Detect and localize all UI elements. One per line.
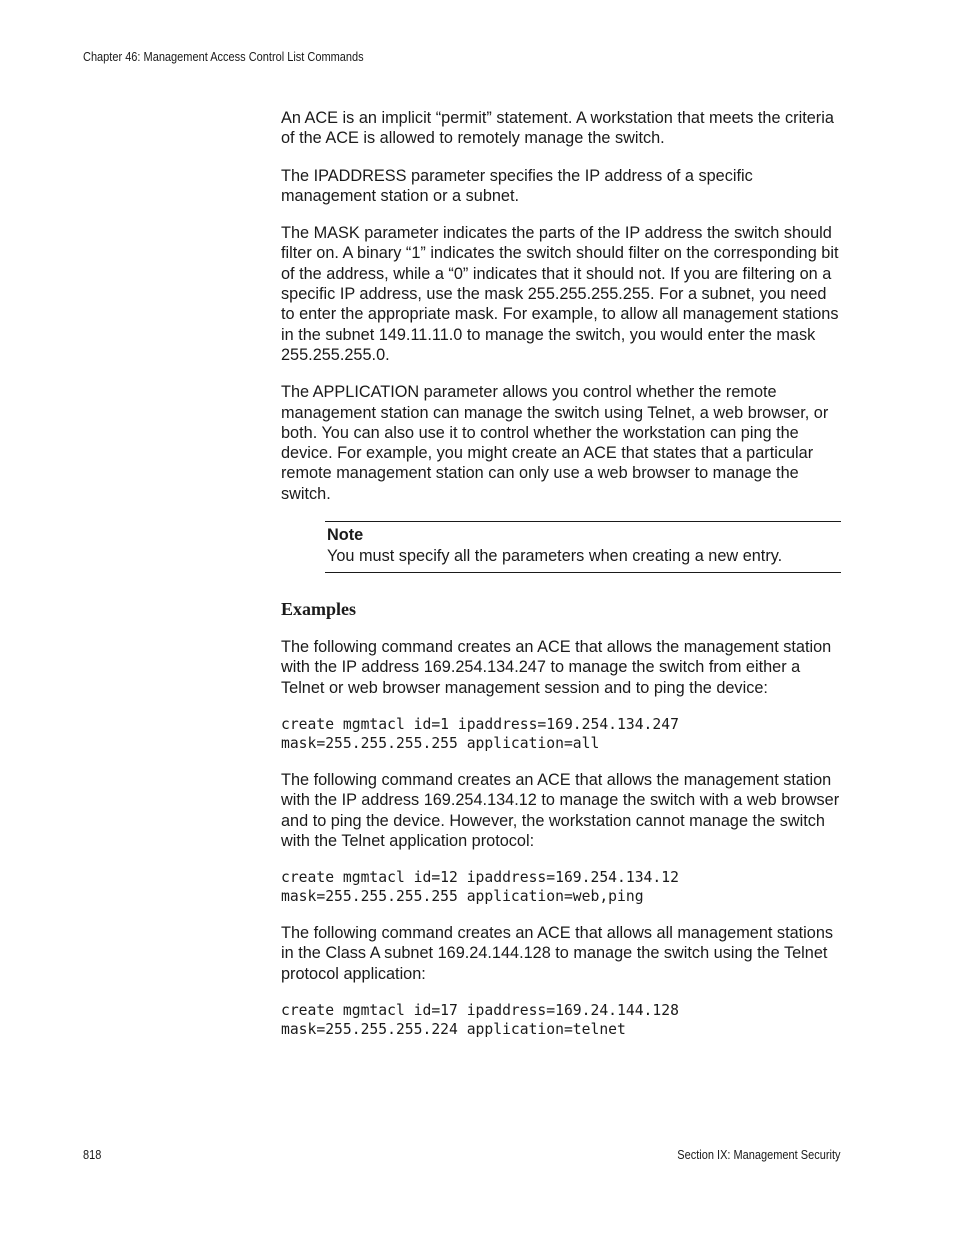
paragraph-ipaddress: The IPADDRESS parameter specifies the IP address of a specific management station or a subnet. [281,166,753,205]
example-command: create mgmtacl id=17 ipaddress=169.24.144.128 mask=255.255.255.224 application=telnet [281,1002,679,1039]
example-command: create mgmtacl id=1 ipaddress=169.254.134.247 mask=255.255.255.255 application=all [281,715,679,752]
example-command: create mgmtacl id=12 ipaddress=169.254.134.12 mask=255.255.255.255 application=web,ping [281,869,679,906]
example-description: The following command creates an ACE that allows the management station with the IP address 169.254.134.247 to manage the switch from either a Telnet or web browser management session and to ping the device: [281,638,832,697]
example-description: The following command creates an ACE that allows all management stations in the Class A subnet 169.24.144.128 to manage the switch using the Telnet protocol application: [281,924,834,983]
paragraph-ace-permit: An ACE is an implicit “permit” statement. A workstation that meets the criteria of the ACE is allowed to remotely manage the switch. [281,109,834,148]
running-header: Chapter 46: Management Access Control List Commands [83,50,364,64]
note-text: You must specify all the parameters when creating a new entry. [327,546,783,565]
page-number: 818 [83,1148,102,1162]
examples-heading: Examples [281,599,357,620]
section-title: Section IX: Management Security [677,1148,841,1162]
note-title: Note [327,526,364,545]
paragraph-mask: The MASK parameter indicates the parts of the IP address the switch should filter on. A binary “1” indicates the switch should filter on the corresponding bit of the address, while a “0” indicates that it should not. If you are filtering on a specific IP address, use the mask 255.255.255.255. For a subnet, you need to enter the appropriate mask. For example, to allow all management stations in the subnet 149.11.11.0 to manage the switch, you would enter the mask 255.255.255.0. [281,224,839,364]
note-box [325,521,841,573]
page-content [281,108,841,1056]
paragraph-application: The APPLICATION parameter allows you control whether the remote management station can manage the switch using Telnet, a web browser, or both. You can also use it to control whether the workstation can ping the device. For example, you might create an ACE that states that a particular remote management station can only use a web browser to manage the switch. [281,383,829,503]
example-description: The following command creates an ACE that allows the management station with the IP address 169.254.134.12 to manage the switch with a web browser and to ping the device. However, the workstation cannot manage the switch with the Telnet application protocol: [281,770,840,850]
